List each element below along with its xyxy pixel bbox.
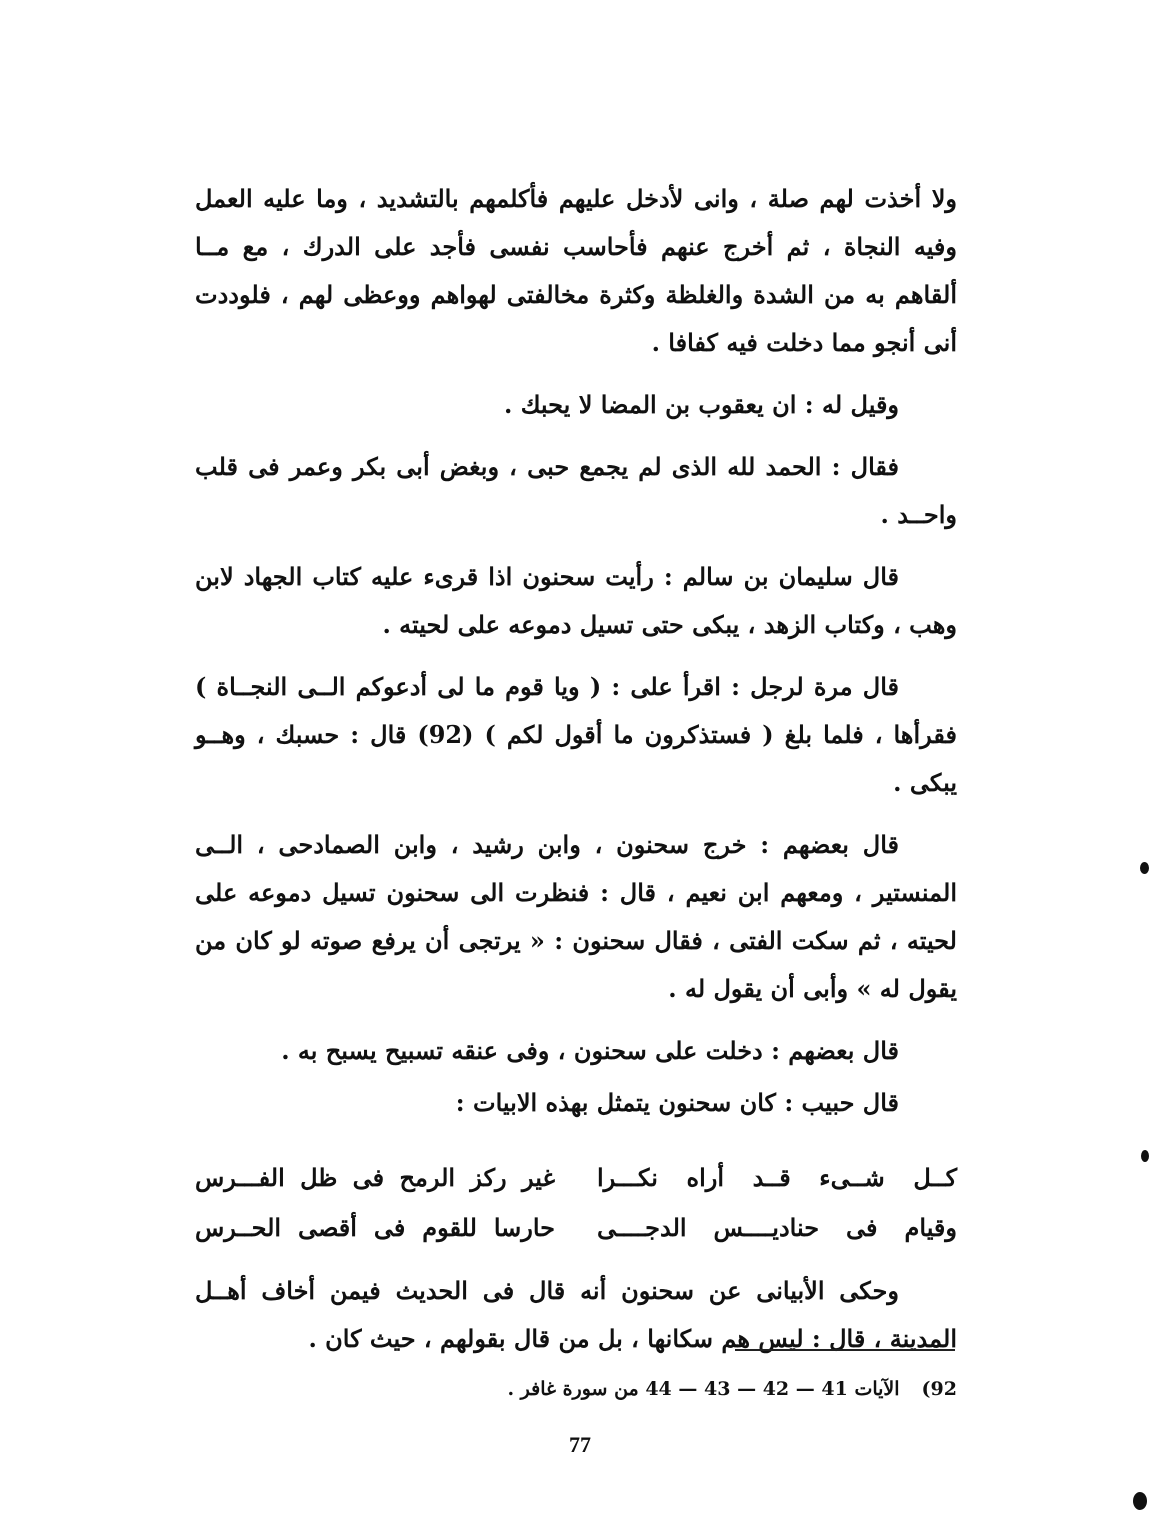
page-number: 77: [569, 1432, 591, 1457]
paragraph: قال حبيب : كان سحنون يتمثل بهذه الابيات :: [455, 1088, 899, 1117]
paragraph: ولا أخذت لهم صلة ، وانى لأدخل عليهم فأكلمهم بالتشديد ، وما عليه العمل وفيه النجاة ، ثم أخرج عنهم فأحاسب نفسى فأجد على الدرك ، مع مــا ألقاهم به من الشدة والغلظة وكثرة مخالفتى لهواهم ووعظى لهم ، فلوددت أنى أنجو مما دخلت فيه كفافا .: [195, 184, 957, 357]
verse-second-hemistich: غير ركز الرمح فى ظل الفـــرس: [195, 1163, 555, 1192]
footnote: [400, 1375, 957, 1403]
paragraph: قال سليمان بن سالم : رأيت سحنون اذا قرىء عليه كتاب الجهاد لابن وهب ، وكتاب الزهد ، يبكى حتى تسيل دموعه على لحيته .: [195, 562, 957, 639]
paragraph: قال بعضهم : دخلت على سحنون ، وفى عنقه تسبيح يسبح به .: [281, 1036, 899, 1065]
poem-verses: [195, 1153, 957, 1253]
footnote-number: 92): [921, 1378, 957, 1400]
paragraph: قال بعضهم : خرج سحنون ، وابن رشيد ، وابن الصمادحى ، الــى المنستير ، ومعهم ابن نعيم ، قال : فنظرت الى سحنون تسيل دموعه على لحيته ، ثم سكت الفتى ، فقال سحنون : « يرتجى أن يرفع صوته لو كان من يقول له » وأبى أن يقول له .: [195, 830, 957, 1003]
scan-speck: [1133, 1492, 1147, 1510]
verse-line: [195, 1153, 957, 1203]
paragraph: قال مرة لرجل : اقرأ على : ( ويا قوم ما لى أدعوكم الــى النجــاة ) فقرأها ، فلما بلغ ( فستذكرون ما أقول لكم ) (92) قال : حسبك ، وهــو يبكى .: [195, 672, 957, 797]
scan-speck: [1140, 862, 1149, 874]
verse-second-hemistich: حارسا للقوم فى أقصى الحــرس: [195, 1213, 555, 1242]
paragraph: فقال : الحمد لله الذى لم يجمع حبى ، وبغض أبى بكر وعمر فى قلب واحــد .: [195, 452, 957, 529]
footnote-text: الآيات 41 — 42 — 43 — 44 من سورة غافر .: [507, 1378, 900, 1400]
page-body: [195, 175, 957, 1377]
verse-line: [195, 1203, 957, 1253]
footnote-separator: [735, 1349, 955, 1351]
verse-first-hemistich: كــل شــىء قــد أراه نكـــرا: [597, 1163, 957, 1192]
scan-speck: [1141, 1150, 1149, 1162]
verse-first-hemistich: وقيام فى حناديــــس الدجــــى: [597, 1213, 957, 1242]
closing-paragraph: وحكى الأبيانى عن سحنون أنه قال فى الحديث فيمن أخاف أهــل المدينة ، قال : ليس هم سكانها ، بل من قال بقولهم ، حيث كان .: [195, 1276, 957, 1353]
paragraph: وقيل له : ان يعقوب بن المضا لا يحبك .: [503, 390, 899, 419]
